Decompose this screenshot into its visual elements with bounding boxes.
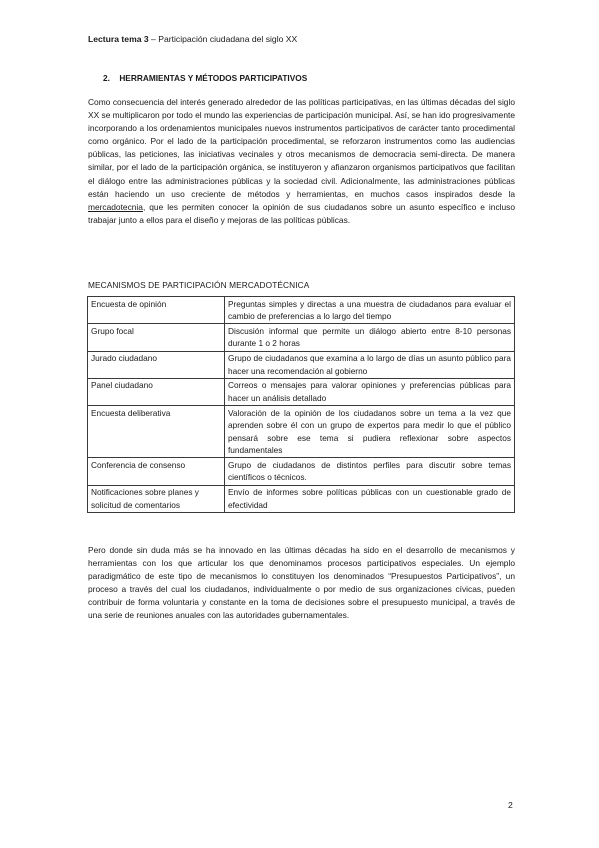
table-title: MECANISMOS DE PARTICIPACIÓN MERCADOTÉCNICA (88, 280, 310, 290)
closing-paragraph: Pero donde sin duda más se ha innovado en las últimas décadas ha sido en el desarrollo de mecanismos y herramientas con los que articular los que denominamos procesos participativos especiales. Un ejemplo paradigmático de este tipo de mecanismos lo constituyen los denominados “Presupuestos Participativos”, un proceso a través del cual los ciudadanos, individualmente o por medio de sus organizaciones cívicas, pueden contribuir de forma voluntaria y constante en la toma de decisiones sobre el presupuesto municipal, a través de una serie de reuniones anuales con las autoridades gubernamentales. (88, 545, 515, 621)
running-header (88, 34, 297, 45)
intro-paragraph (88, 96, 515, 227)
table-row (88, 485, 515, 512)
table-row (88, 297, 515, 324)
mechanism-description: Discusión informal que permite un diálogo abierto entre 8-10 personas durante 1 o 2 horas (225, 324, 515, 351)
mechanism-name: Jurado ciudadano (88, 351, 225, 378)
mechanism-name: Encuesta deliberativa (88, 406, 225, 458)
table-row (88, 458, 515, 485)
mechanism-description: Correos o mensajes para valorar opiniones y preferencias públicas para hacer un análisis detallado (225, 378, 515, 405)
mechanism-description: Valoración de la opinión de los ciudadanos sobre un tema a la vez que aprenden sobre él con un grupo de expertos para medir lo que el público pensará sobre ese tema si pudiera reflexionar sobre aspectos fundamentales (225, 406, 515, 458)
mechanism-description: Grupo de ciudadanos de distintos perfiles para discutir sobre temas científicos o técnicos. (225, 458, 515, 485)
mechanism-name: Encuesta de opinión (88, 297, 225, 324)
mechanism-description: Preguntas simples y directas a una muestra de ciudadanos para evaluar el cambio de preferencias a lo largo del tiempo (225, 297, 515, 324)
mechanism-name: Notificaciones sobre planes y solicitud de comentarios (88, 485, 225, 512)
table-row (88, 324, 515, 351)
mechanism-name: Panel ciudadano (88, 378, 225, 405)
page-number: 2 (508, 800, 513, 810)
section-heading (103, 73, 307, 84)
mechanisms-table-body (88, 297, 515, 513)
mechanisms-table (87, 296, 515, 513)
mechanism-description: Grupo de ciudadanos que examina a lo largo de días un asunto público para hacer una recomendación al gobierno (225, 351, 515, 378)
table-row (88, 378, 515, 405)
table-row (88, 351, 515, 378)
section-title: HERRAMIENTAS Y MÉTODOS PARTICIPATIVOS (119, 73, 308, 83)
intro-text-end: , que les permiten conocer la opinión de sus ciudadanos sobre un asunto específico e incluso trabajar junto a ellos para el diseño y mejoras de las políticas públicas. (88, 201, 515, 225)
header-lecture-label: Lectura tema 3 (88, 34, 149, 44)
header-subtitle: – Participación ciudadana del siglo XX (148, 34, 298, 44)
mechanism-name: Grupo focal (88, 324, 225, 351)
table-row (88, 406, 515, 458)
intro-text-start: Como consecuencia del interés generado alrededor de las políticas participativas, en las últimas décadas del siglo XX se multiplicaron por todo el mundo las experiencias de participación municipal. Así, se han ido progresivamente incorporando a los ordenamientos municipales nuevos instrumentos participativos de carácter tanto procedimental como orgánico. Por el lado de la participación procedimental, se reforzaron instrumentos como las audiencias públicas, las peticiones, las iniciativas vecinales y otros mecanismos de democracia semi-directa. De manera similar, por el lado de la participación orgánica, se instituyeron y afianzaron organismos participativos que facilitan el diálogo entre las administraciones públicas y la sociedad civil. Adicionalmente, las administraciones públicas están haciendo un uso creciente de métodos y herramientas, en muchos casos inspirados desde la (88, 97, 515, 199)
section-number: 2. (103, 73, 110, 83)
mechanism-name: Conferencia de consenso (88, 458, 225, 485)
mechanism-description: Envío de informes sobre políticas públicas con un cuestionable grado de efectividad (225, 485, 515, 512)
mercadotecnia-link[interactable]: mercadotecnia (88, 201, 143, 212)
